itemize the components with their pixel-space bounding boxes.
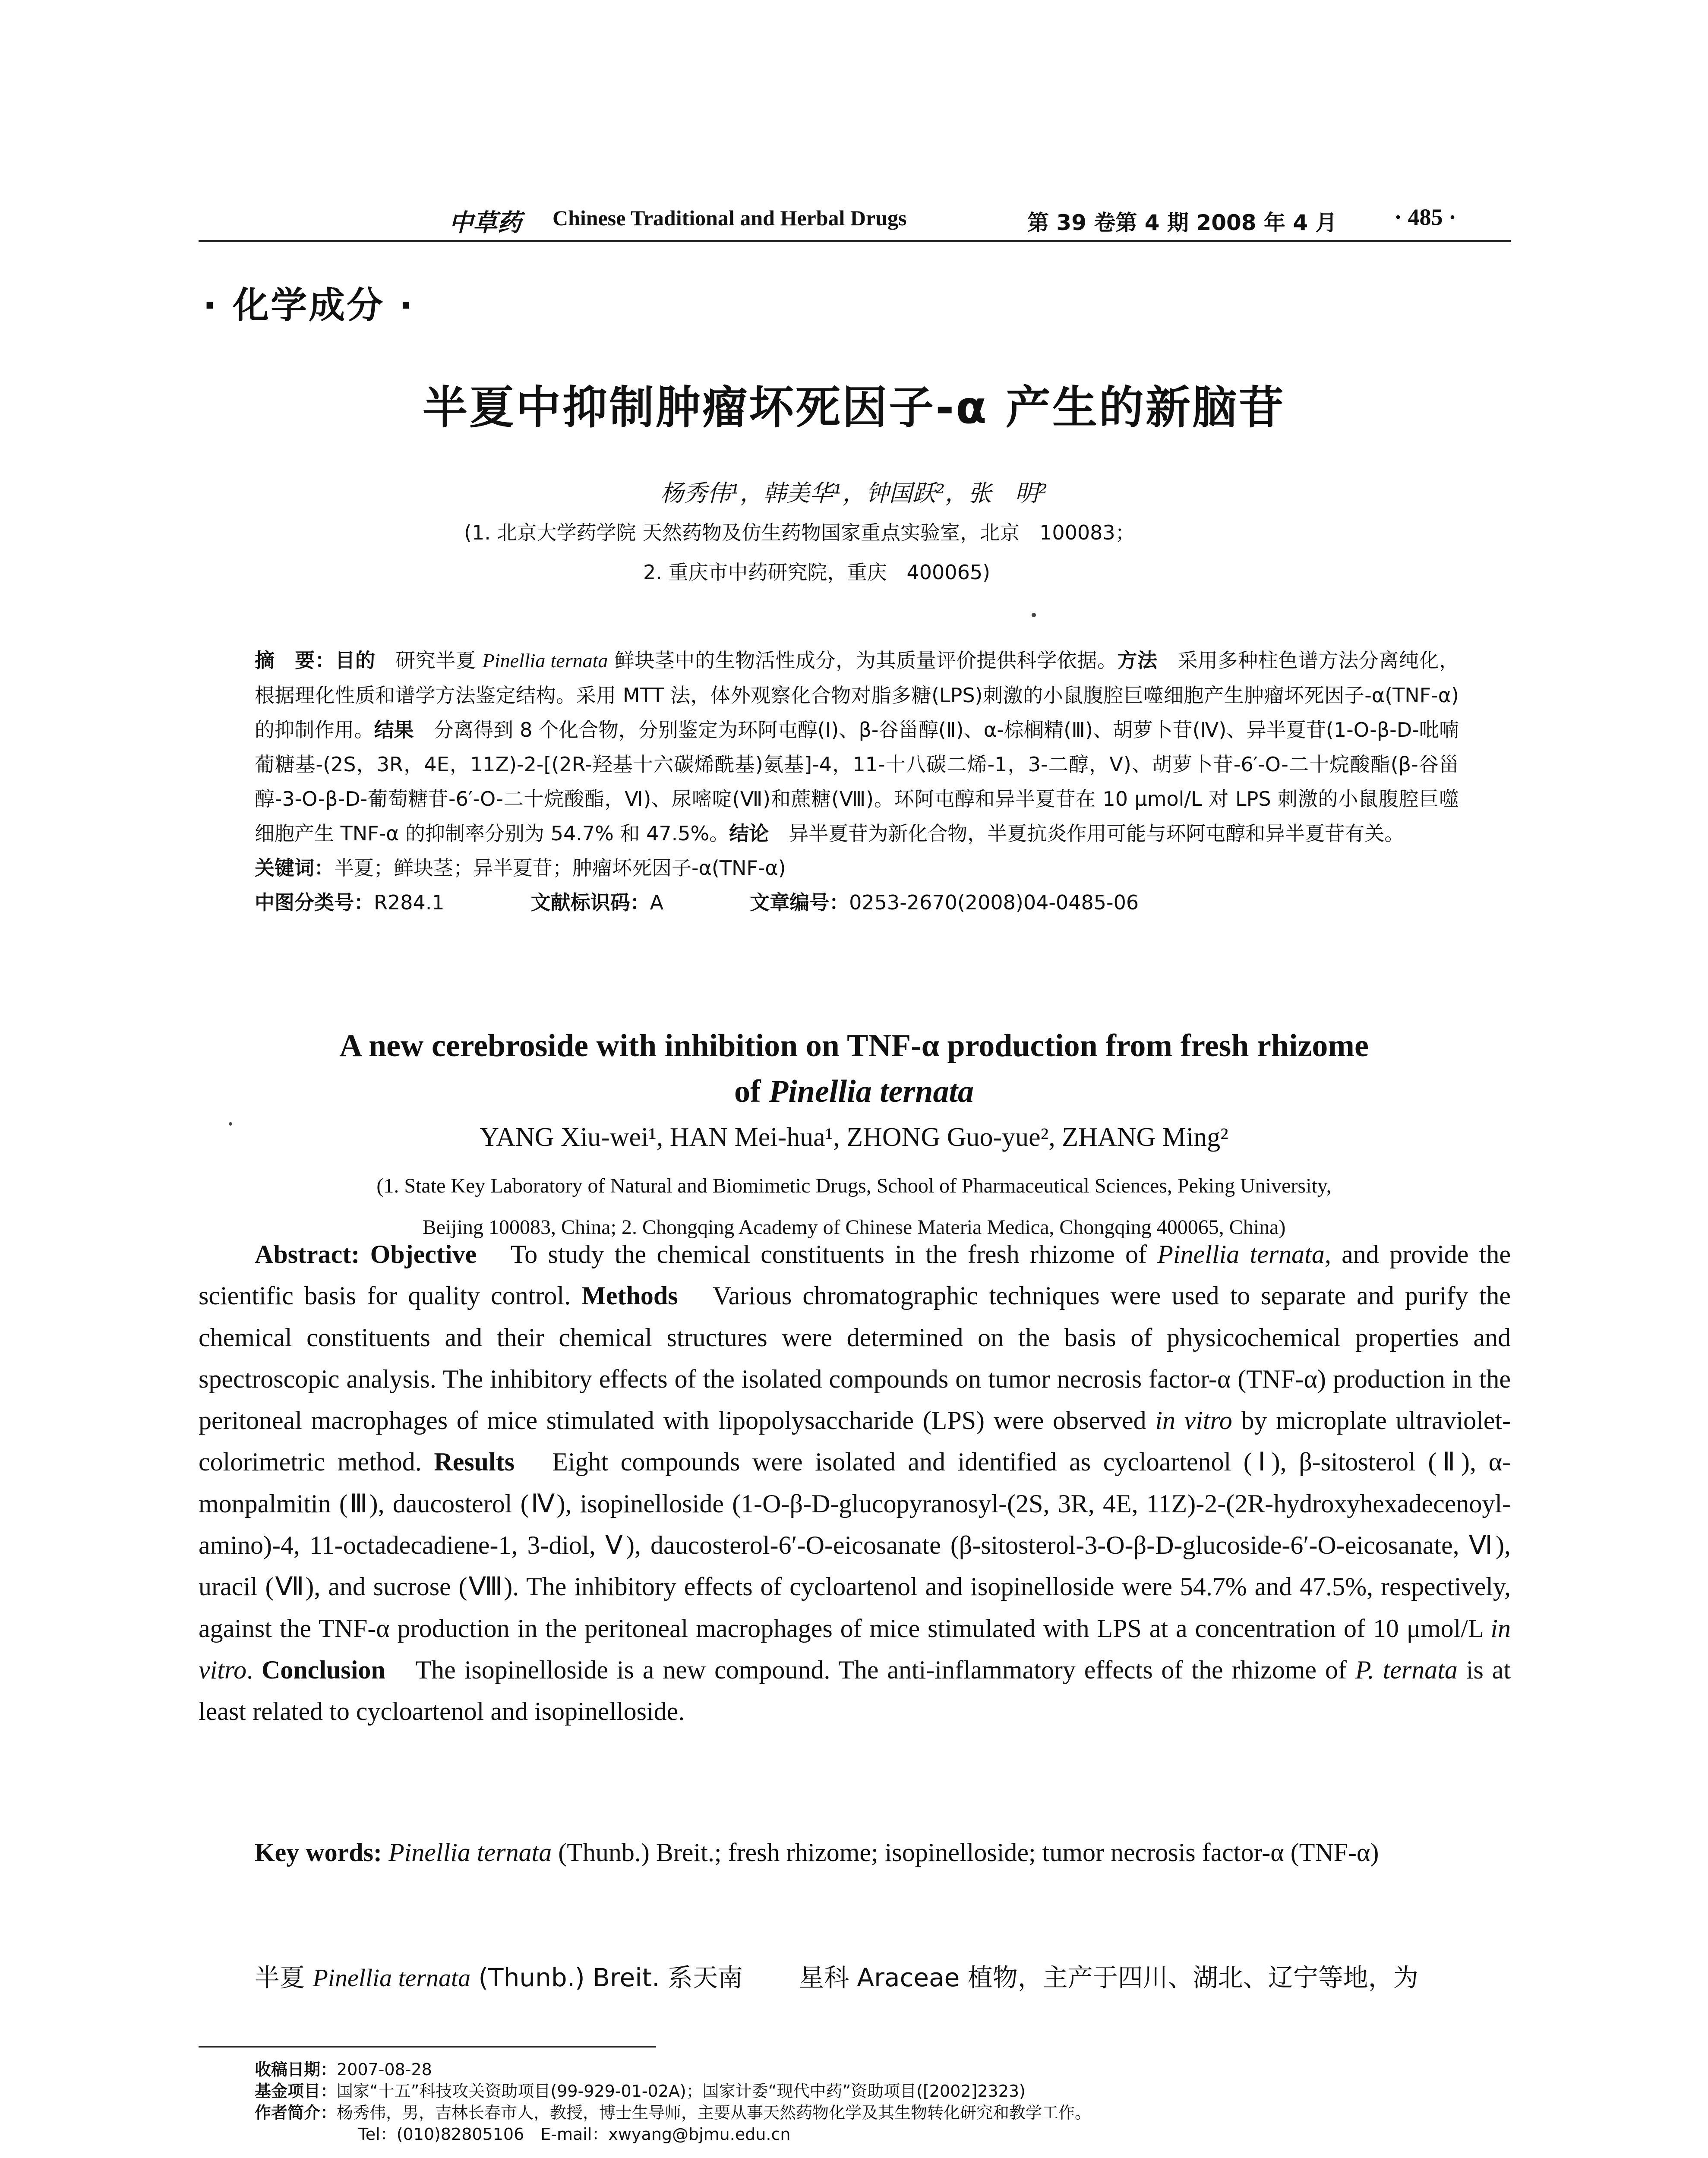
- article-no-value: 0253-2670(2008)04-0485-06: [849, 891, 1139, 914]
- cn-methods-label: 方法: [1117, 649, 1158, 672]
- en-abstract: [199, 1234, 1511, 1732]
- cn-abstract-label: 摘 要：: [255, 649, 335, 672]
- en-affiliation-line-2: Beijing 100083, China; 2. Chongqing Academy of Chinese Materia Medica, Chongqing 400065, China): [422, 1216, 1286, 1239]
- cn-objective-species: Pinellia ternata: [482, 650, 608, 672]
- received-label: 收稿日期：: [255, 2060, 337, 2079]
- bio-value: 杨秀伟，男，吉林长春市人，教授，博士生导师，主要从事天然药物化学及其生物转化研究和教学工作。: [337, 2103, 1092, 2122]
- footnote-rule: [199, 2046, 656, 2048]
- fund-value: 国家“十五”科技攻关资助项目(99-929-01-02A)；国家计委“现代中药”资助项目([2002]2323): [337, 2082, 1026, 2101]
- en-methods-text: Various chromatographic techniques were used to separate and purify the chemical constituents and their chemical structures were determined on the basis of physicochemical properties and spectroscopic analysis. The inhibitory effects of the isolated compounds on tumor necrosis factor-α (TNF-α) production in the peritoneal macrophages of mice stimulated with lipopolysaccharide (LPS) were observed: [199, 1281, 1511, 1435]
- running-header: [449, 204, 1476, 237]
- cn-keywords-label: 关键词：: [255, 856, 334, 880]
- received-value: 2007-08-28: [337, 2060, 432, 2079]
- bio-label: 作者简介：: [255, 2103, 337, 2122]
- en-methods-label: Methods: [581, 1281, 678, 1310]
- cn-objective-text: 研究半夏: [375, 649, 483, 672]
- en-authors: YANG Xiu-wei¹, HAN Mei-hua¹, ZHONG Guo-yue², ZHANG Ming²: [480, 1123, 1228, 1152]
- cn-conclusion-label: 结论: [729, 822, 769, 845]
- en-title: [0, 1023, 1708, 1114]
- en-methods-text-2: by microplate ultraviolet-colorimetric method.: [199, 1406, 1511, 1477]
- en-title-prefix: of: [734, 1074, 769, 1109]
- footnotes: [255, 2059, 1511, 2145]
- header-rule: [199, 240, 1511, 242]
- cn-abstract: [255, 643, 1459, 920]
- en-abstract-label: Abstract:: [255, 1240, 360, 1268]
- cn-affiliation-1: (1. 北京大学药学院 天然药物及仿生药物国家重点实验室，北京 100083；: [464, 521, 1135, 544]
- en-conclusion-text: The isopinelloside is a new compound. The anti-inflammatory effects of the rhizome of: [385, 1655, 1355, 1684]
- cn-title: 半夏中抑制肿瘤坏死因子-α 产生的新脑苷: [423, 381, 1285, 434]
- en-conclusion-text-2: is at least related to cycloartenol and isopinelloside.: [199, 1655, 1511, 1726]
- cn-conclusion-text: 异半夏苷为新化合物，半夏抗炎作用可能与环阿屯醇和异半夏苷有关。: [769, 822, 1405, 845]
- body-prefix: 半夏: [255, 1963, 313, 1992]
- en-objective-label: Objective: [370, 1240, 477, 1268]
- cn-results-label: 结果: [374, 718, 414, 741]
- en-title-line-1: A new cerebroside with inhibition on TNF-α production from fresh rhizome: [339, 1028, 1369, 1063]
- en-methods-invitro: in vitro: [1155, 1406, 1232, 1435]
- cn-classification-row: [255, 885, 1459, 920]
- en-keywords: [199, 1832, 1511, 1873]
- en-abstract-paragraph: [199, 1234, 1511, 1732]
- en-conclusion-label: Conclusion: [261, 1655, 385, 1684]
- fund-label: 基金项目：: [255, 2082, 337, 2101]
- issue-info: 第 39 卷第 4 期 2008 年 4 月: [1027, 210, 1337, 235]
- cn-objective-text-2: 鲜块茎中的生物活性成分，为其质量评价提供科学依据。: [608, 649, 1118, 672]
- cn-authors: 杨秀伟¹，韩美华¹，钟国跃²，张 明²: [660, 480, 1048, 507]
- en-title-line-2: [0, 1069, 1708, 1114]
- clc-label: 中图分类号：: [255, 891, 374, 914]
- en-results-label: Results: [434, 1448, 515, 1477]
- article-no-label: 文章编号：: [750, 891, 849, 914]
- body-species: Pinellia ternata: [313, 1964, 471, 1992]
- footnote-received: [255, 2059, 1511, 2080]
- en-results-text: Eight compounds were isolated and identified as cycloartenol (Ⅰ), β-sitosterol (Ⅱ), α-monpalmitin (Ⅲ), daucosterol (Ⅳ), isopinelloside (1-O-β-D-glucopyranosyl-(2S, 3R, 4E, 11Z)-2-(2R-hydroxyhexadecenoyl-amino)-4, 11-octadecadiene-1, 3-diol, Ⅴ), daucosterol-6′-O-eicosanate (β-sitosterol-3-O-β-D-glucoside-6′-O-eicosanate, Ⅵ), uracil (Ⅶ), and sucrose (Ⅷ). The inhibitory effects of cycloartenol and isopinelloside were 54.7% and 47.5%, respectively, against the TNF-α production in the peritoneal macrophages of mice stimulated with LPS at a concentration of 10 μmol/L: [199, 1448, 1511, 1643]
- en-conclusion-species: P. ternata: [1355, 1655, 1458, 1684]
- body-mid: (Thunb.) Breit. 系天南: [470, 1963, 743, 1992]
- en-objective-text-2: , and provide the scientific basis for quality control.: [199, 1240, 1511, 1310]
- en-keywords-label: Key words:: [255, 1838, 382, 1867]
- doc-code-value: A: [650, 891, 664, 914]
- journal-name: Chinese Traditional and Herbal Drugs: [552, 206, 907, 230]
- en-title-species: Pinellia ternata: [769, 1074, 974, 1109]
- en-results-invitro: in vitro: [199, 1614, 1511, 1684]
- section-label: · 化学成分 ·: [203, 284, 415, 326]
- cn-keywords-text: 半夏；鲜块茎；异半夏苷；肿瘤坏死因子-α(TNF-α): [334, 856, 786, 880]
- en-affiliation-line-1: (1. State Key Laboratory of Natural and Biomimetic Drugs, School of Pharmaceutical Sciences, Peking University,: [376, 1174, 1332, 1197]
- en-objective-text: To study the chemical constituents in the fresh rhizome of: [477, 1240, 1158, 1268]
- en-objective-species: Pinellia ternata: [1157, 1240, 1325, 1268]
- footnote-fund: [255, 2080, 1511, 2102]
- en-keywords-species: Pinellia ternata: [388, 1838, 552, 1867]
- footnote-contact: Tel：(010)82805106 E-mail：xwyang@bjmu.edu.cn: [358, 2125, 791, 2144]
- body-rest: 星科 Araceae 植物，主产于四川、湖北、辽宁等地，为: [799, 1963, 1418, 1992]
- cn-keywords: [255, 851, 1459, 885]
- footnote-bio: [255, 2102, 1511, 2123]
- doc-code-label: 文献标识码：: [530, 891, 650, 914]
- en-results-text-2: .: [246, 1655, 262, 1684]
- body-first-line: [255, 1957, 1511, 1994]
- cn-methods-text: 采用多种柱色谱方法分离纯化，根据理化性质和谱学方法鉴定结构。采用 MTT 法，体外观察化合物对脂多糖(LPS)刺激的小鼠腹腔巨噬细胞产生肿瘤坏死因子-α(TNF-α)的抑制作用。: [255, 649, 1459, 741]
- stray-dot: [1032, 613, 1036, 617]
- en-keywords-text: (Thunb.) Breit.; fresh rhizome; isopinelloside; tumor necrosis factor-α (TNF-α): [552, 1838, 1379, 1867]
- cn-results-text: 分离得到 8 个化合物，分别鉴定为环阿屯醇(Ⅰ)、β-谷甾醇(Ⅱ)、α-棕榈精(Ⅲ)、胡萝卜苷(Ⅳ)、异半夏苷(1-O-β-D-吡喃葡糖基-(2S，3R，4E，11Z)-2-[(2R-羟基十六碳烯酰基)氨基]-4，11-十八碳二烯-1，3-二醇，Ⅴ)、胡萝卜苷-6′-O-二十烷酸酯(β-谷甾醇-3-O-β-D-葡萄糖苷-6′-O-二十烷酸酯，Ⅵ)、尿嘧啶(Ⅶ)和蔗糖(Ⅷ)。环阿屯醇和异半夏苷在 10 μmol/L 对 LPS 刺激的小鼠腹腔巨噬细胞产生 TNF-α 的抑制率分别为 54.7% 和 47.5%。: [255, 718, 1459, 845]
- journal-logo: 中草药: [449, 208, 521, 237]
- cn-objective-label: 目的: [335, 649, 376, 672]
- page-number: · 485 ·: [1394, 204, 1457, 230]
- clc-value: R284.1: [374, 891, 445, 914]
- cn-affiliation-2: 2. 重庆市中药研究院，重庆 400065): [643, 561, 991, 584]
